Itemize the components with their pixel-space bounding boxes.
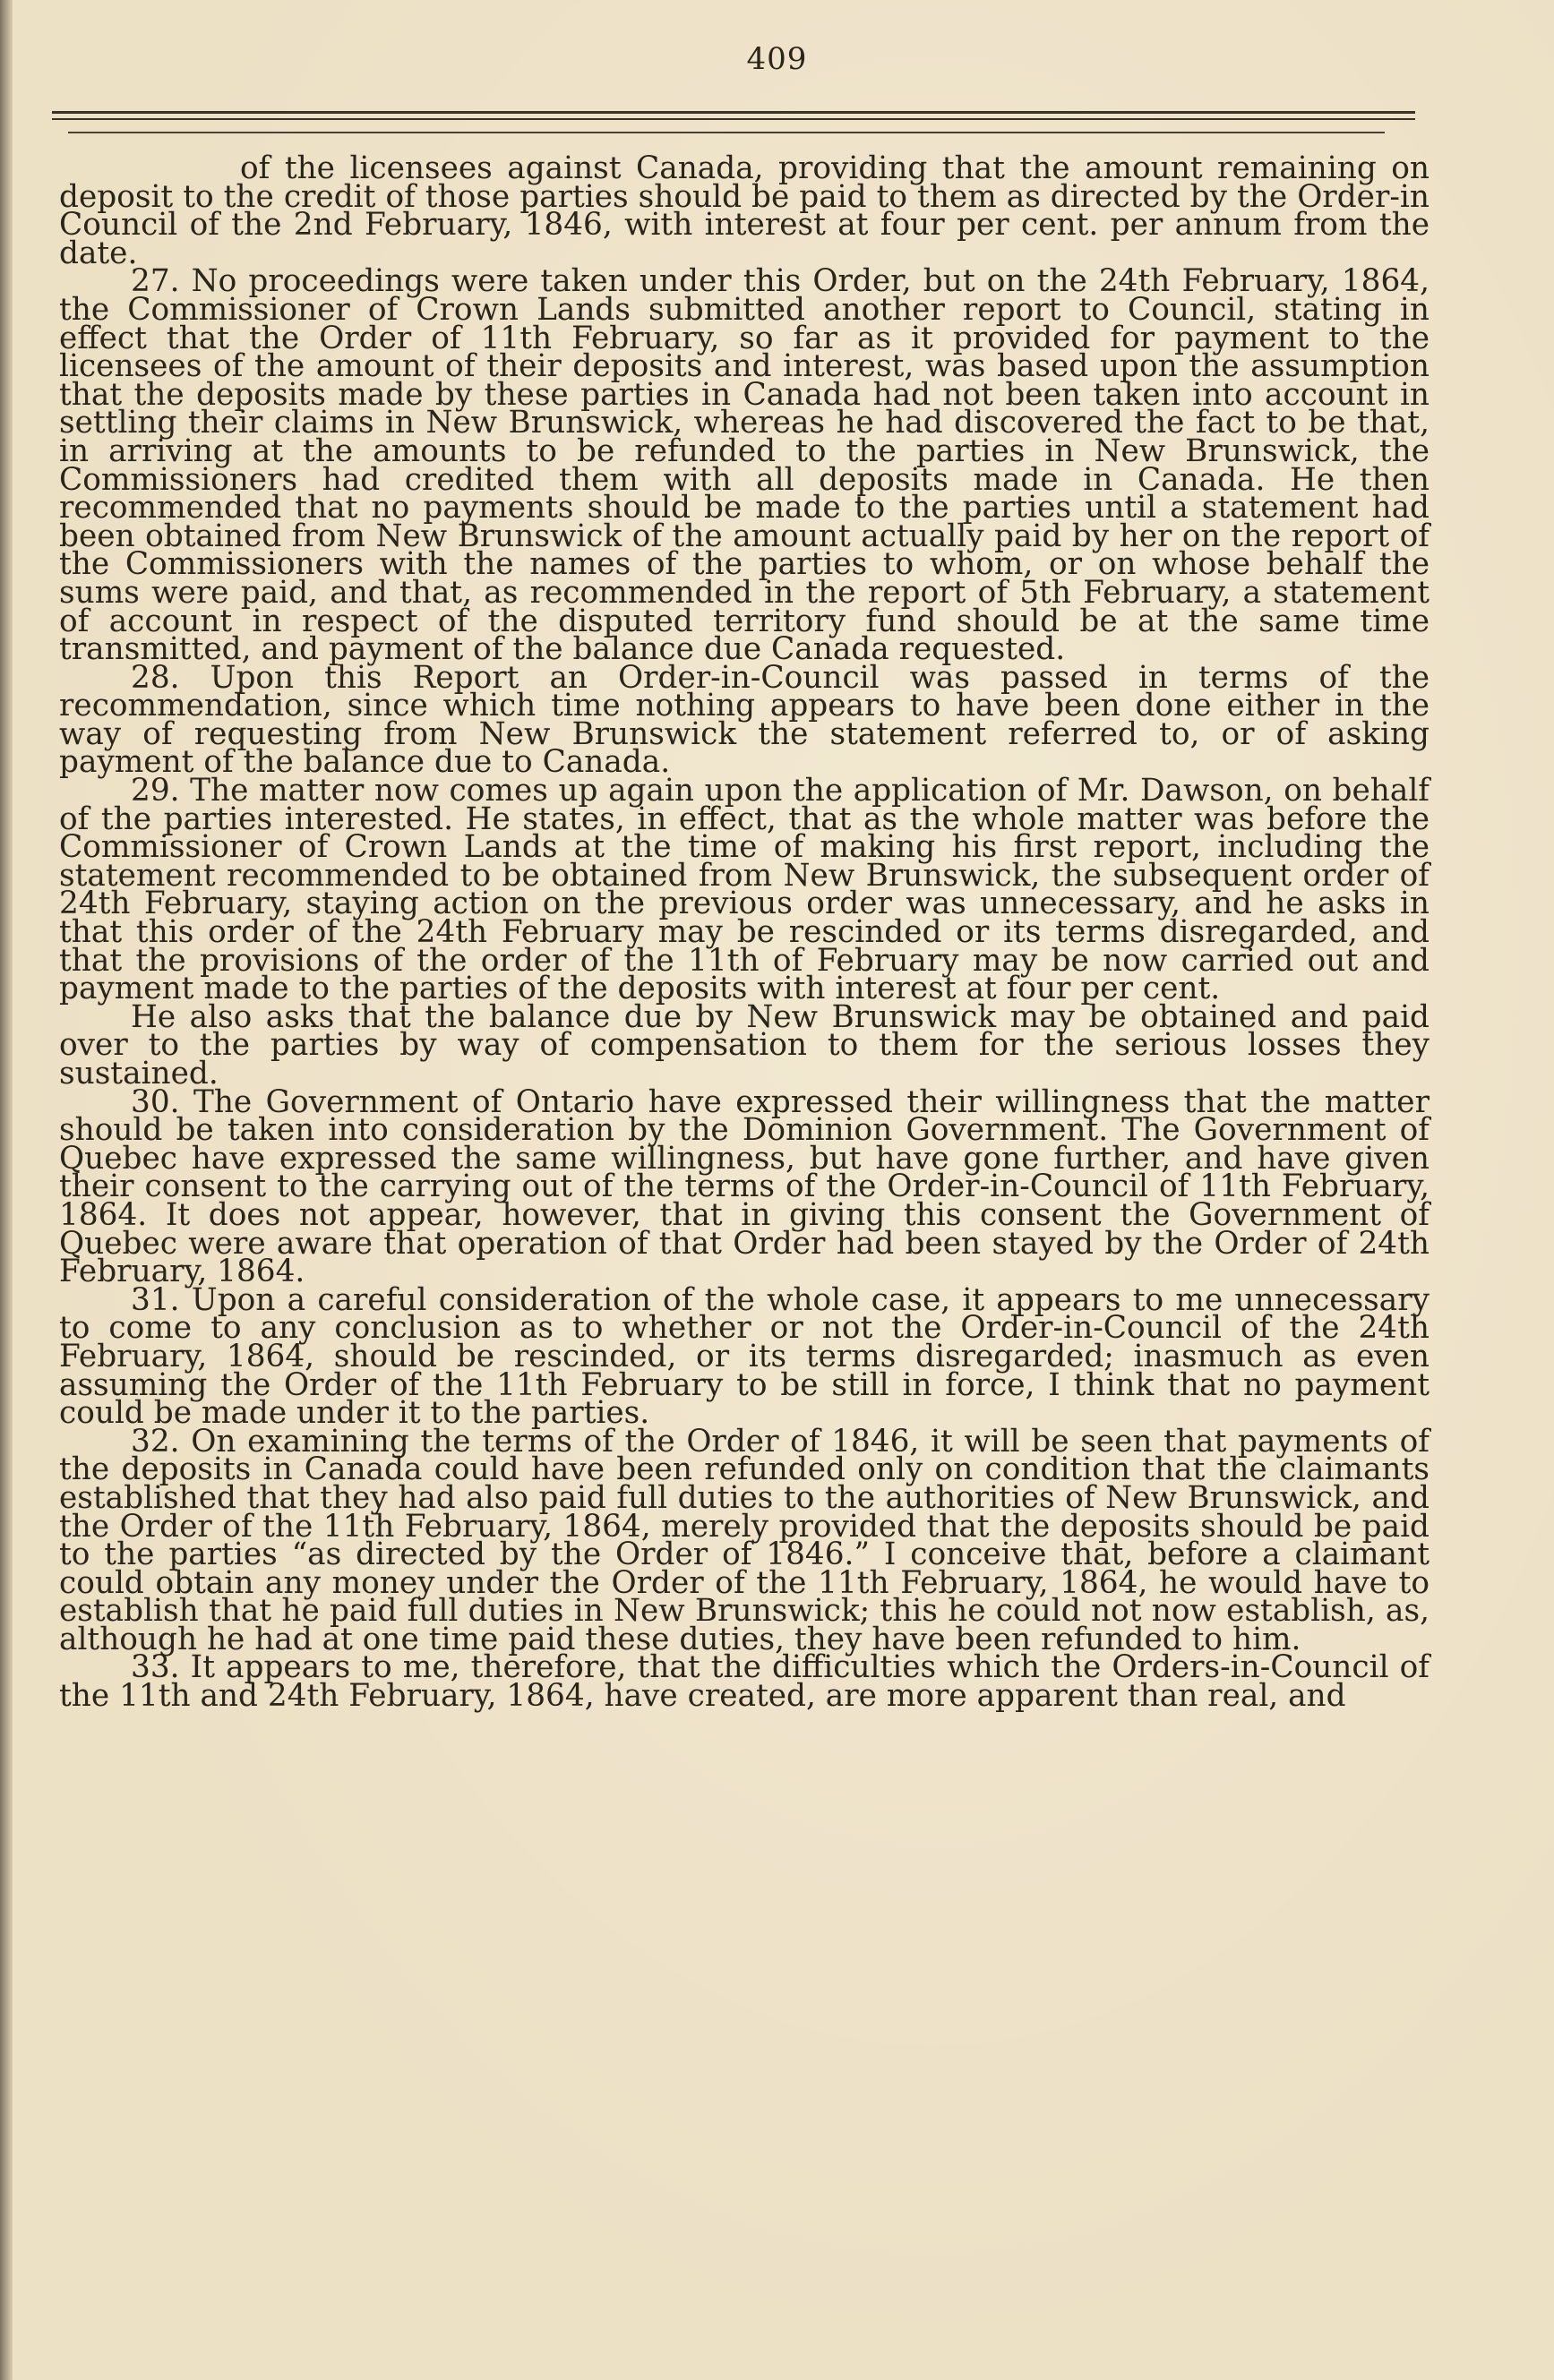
body-text [59,150,1430,1715]
paragraph-32: 32. On examining the terms of the Order of 1846, it will be seen that payments of the deposits in Canada could have been refunded only on condition that the claimants established that they had also paid full duties to the authorities of New Brunswick, and the Order of the 11th February, 1864, merely provided that the deposits should be paid to the parties “as directed by the Order of 1846.” I conceive that, before a claimant could obtain any money under the Order of the 11th February, 1864, he would have to establish that he paid full duties in New Brunswick; this he could not now establish, as, although he had at one time paid these duties, they have been refunded to him. [59,1423,1430,1657]
binding-gutter [0,0,13,2380]
header-rule-bottom [68,132,1385,133]
paragraph-31: 31. Upon a careful consideration of the whole case, it appears to me unnecessary to come to any conclusion as to whether or not the Order-in-Council of the 24th February, 1864, should be rescinded, or its terms disregarded; inasmuch as even assuming the Order of the 11th February to be still in force, I think that no payment could be made under it to the parties. [59,1281,1430,1432]
header-rule-middle [52,118,1415,120]
paragraph-29: 29. The matter now comes up again upon the application of Mr. Dawson, on behalf of the parties interested. He states, in effect, that as the whole matter was before the Commissioner of Crown Lands at the time of making his first report, including the statement recommended to be obtained from New Brunswick, the subsequent order of 24th February, staying action on the previous order was unnecessary, and he asks in that this order of the 24th February may be rescinded or its terms disregarded, and that the provisions of the order of the 11th of February may be now carried out and payment made to the parties of the deposits with interest at four per cent. [59,773,1430,1007]
paragraph-29-continued: He also asks that the balance due by New Brunswick may be obtained and paid over to the parties by way of compensation to them for the serious losses they sustained. [59,998,1430,1092]
page-number: 409 [746,41,808,77]
paragraph-27: 27. No proceedings were taken under this Order, but on the 24th February, 1864, the Commissioner of Crown Lands submitted another report to Council, stating in effect that the Order of 11th February, so far as it provided for payment to the licensees of the amount of their deposits and interest, was based upon the assumption that the deposits made by these parties in Canada had not been taken into account in settling their claims in New Brunswick, whereas he had discovered the fact to be that, in arriving at the amounts to be refunded to the parties in New Brunswick, the Commissioners had credited them with all deposits made in Canada. He then recommended that no payments should be made to the parties until a statement had been obtained from New Brunswick of the amount actually paid by her on the report of the Commissioners with the names of the parties to whom, or on whose behalf the sums were paid, and that, as recommended in the report of 5th February, a statement of account in respect of the disputed territory fund should be at the same time transmitted, and payment of the balance due Canada requested. [59,263,1430,668]
paragraph-30: 30. The Government of Ontario have expressed their willingness that the matter should be taken into consideration by the Dominion Government. The Government of Quebec have expressed the same willingness, but have gone further, and have given their consent to the carrying out of the terms of the Order-in-Council of 11th February, 1864. It does not appear, however, that in giving this consent the Government of Quebec were aware that operation of that Order had been stayed by the Order of 24th February, 1864. [59,1083,1430,1290]
paragraph-continuation: of the licensees against Canada, providing that the amount remaining on deposit to the credit of those parties should be paid to them as directed by the Order-in Council of the 2nd February, 1846, with interest at four per cent. per annum from the date. [59,150,1430,271]
paragraph-28: 28. Upon this Report an Order-in-Council was passed in terms of the recommendation, since which time nothing appears to have been done either in the way of requesting from New Brunswick the statement referred to, or of asking payment of the balance due to Canada. [59,659,1430,781]
paragraph-33: 33. It appears to me, therefore, that the difficulties which the Orders-in-Council of the 11th and 24th February, 1864, have created, are more apparent than real, and [59,1649,1430,1715]
header-rule-top [52,111,1415,114]
